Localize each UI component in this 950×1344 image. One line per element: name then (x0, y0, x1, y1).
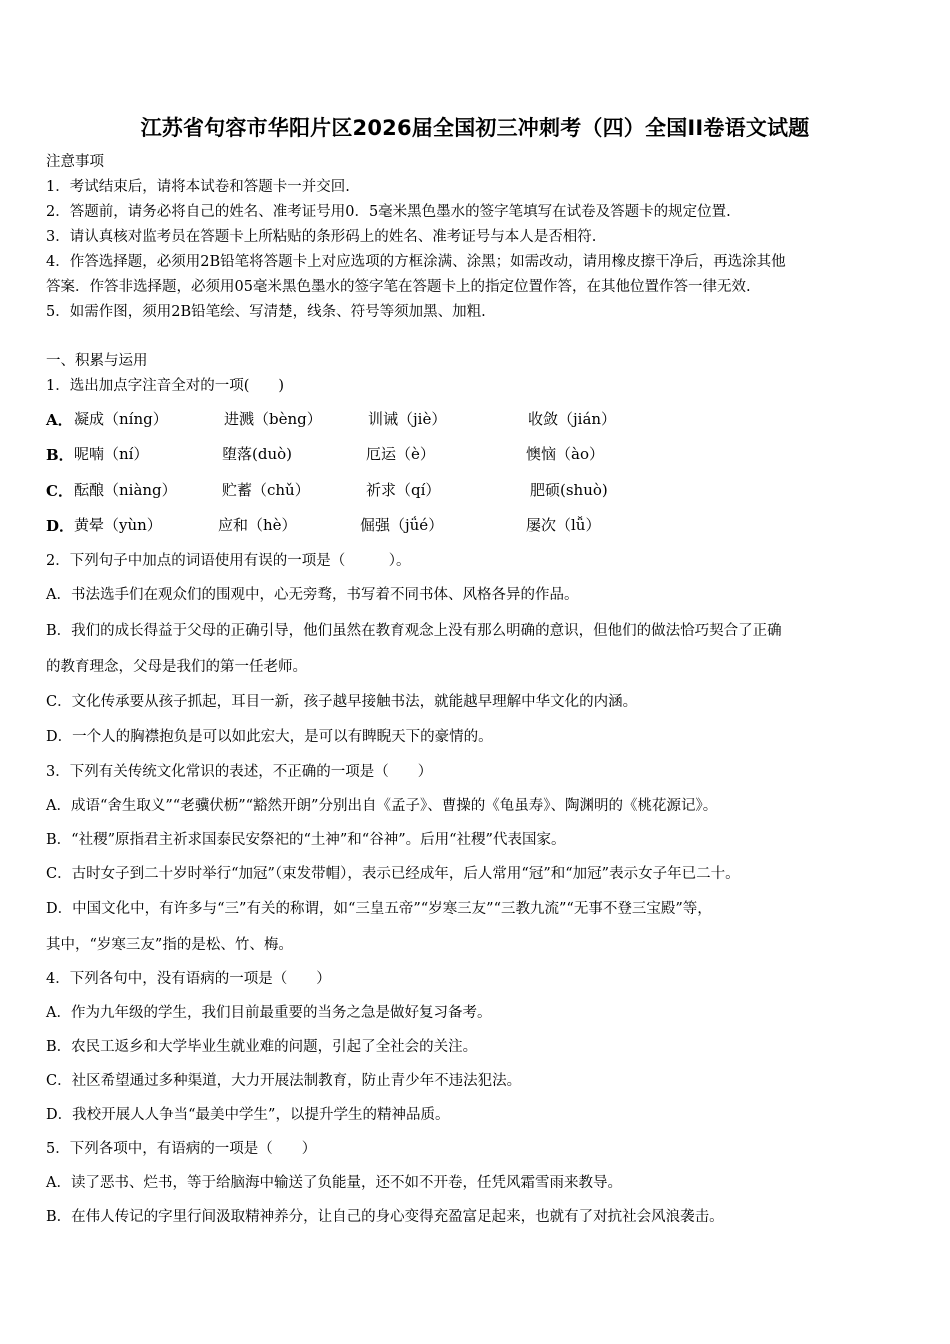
notice-item: 4．作答选择题，必须用2B铅笔将答题卡上对应选项的方框涂满、涂黑；如需改动，请用橡皮擦干净后，再选涂其他 (46, 254, 786, 270)
q2-option: C．文化传承要从孩子抓起，耳目一新，孩子越早接触书法，就能越早理解中华文化的内涵。 (46, 694, 638, 710)
q2-option: B．我们的成长得益于父母的正确引导，他们虽然在教育观念上没有那么明确的意识，但他们的做法恰巧契合了正确 (46, 623, 782, 639)
notice-item: 1．考试结束后，请将本试卷和答题卡一并交回. (46, 179, 350, 195)
q1-option-item: 进溅（bèng） (224, 410, 322, 428)
q1-option-item: 倔强（jǘé） (360, 516, 444, 534)
q1-option-item: 祈求（qí） (366, 481, 441, 499)
q1-option-item: 堕落(duò) (222, 445, 292, 463)
q1-option-label: A． (46, 411, 73, 429)
q4-option: B．农民工返乡和大学毕业生就业难的问题，引起了全社会的关注。 (46, 1039, 478, 1055)
question-5-stem: 5．下列各项中，有语病的一项是（ ） (46, 1141, 317, 1157)
notice-item: 2．答题前，请务必将自己的姓名、准考证号用0．5毫米黑色墨水的签字笔填写在试卷及答题卡的规定位置. (46, 204, 731, 220)
q1-option-item: 厄运（è） (366, 445, 435, 463)
page-title: 江苏省句容市华阳片区2026届全国初三冲刺考（四）全国II卷语文试题 (140, 116, 810, 140)
q1-option-item: 收敛（jián） (528, 410, 617, 428)
q4-option: A．作为九年级的学生，我们目前最重要的当务之急是做好复习备考。 (46, 1005, 492, 1021)
q3-option: B．“社稷”原指君主祈求国泰民安祭祀的“土神”和“谷神”。后用“社稷”代表国家。 (46, 832, 566, 848)
q1-option-item: 屡次（lǚ） (526, 516, 601, 534)
q1-option-item: 贮蓄（chǔ） (222, 481, 310, 499)
q1-option-item: 应和（hè） (218, 516, 297, 534)
q3-option: A．成语“舍生取义”“老骥伏枥”“豁然开朗”分别出自《孟子》、曹操的《龟虽寿》、陶渊明的《桃花源记》。 (46, 798, 718, 814)
question-2-stem: 2．下列句子中加点的词语使用有误的一项是（ ）。 (46, 553, 411, 569)
q4-option: D．我校开展人人争当“最美中学生”，以提升学生的精神品质。 (46, 1107, 450, 1123)
q1-option-item: 凝成（níng） (74, 410, 168, 428)
q2-option: A．书法选手们在观众们的围观中，心无旁骛，书写着不同书体、风格各异的作品。 (46, 587, 579, 603)
q1-option-label: D． (46, 517, 75, 535)
question-1-stem: 1．选出加点字注音全对的一项( ) (46, 378, 285, 394)
q4-option: C．社区希望通过多种渠道，大力开展法制教育，防止青少年不违法犯法。 (46, 1073, 522, 1089)
q2-option: D．一个人的胸襟抱负是可以如此宏大，是可以有睥睨天下的豪情的。 (46, 729, 493, 745)
q1-option-label: B． (46, 446, 74, 464)
q1-option-item: 训诫（jiè） (368, 410, 447, 428)
q3-option: C．古时女子到二十岁时举行“加冠”（束发带帽），表示已经成年，后人常用“冠”和“加冠”表示女子年已二十。 (46, 866, 740, 882)
q5-option: A．读了恶书、烂书，等于给脑海中输送了负能量，还不如不开卷，任凭风霜雪雨来教导。 (46, 1175, 622, 1191)
q5-option: B．在伟人传记的字里行间汲取精神养分，让自己的身心变得充盈富足起来，也就有了对抗社会风浪袭击。 (46, 1209, 724, 1225)
q1-option-label: C． (46, 482, 73, 500)
notice-item: 5．如需作图，须用2B铅笔绘、写清楚，线条、符号等须加黑、加粗. (46, 304, 486, 320)
q1-option-item: 懊恼（ào） (526, 445, 604, 463)
question-4-stem: 4．下列各句中，没有语病的一项是（ ） (46, 971, 331, 987)
notice-heading: 注意事项 (46, 154, 104, 170)
section-heading: 一、积累与运用 (46, 353, 148, 369)
notice-item: 答案．作答非选择题，必须用05毫米黑色墨水的签字笔在答题卡上的指定位置作答，在其他位置作答一律无效. (46, 279, 751, 295)
notice-item: 3．请认真核对监考员在答题卡上所粘贴的条形码上的姓名、准考证号与本人是否相符. (46, 229, 597, 245)
q2-option-continuation: 的教育理念，父母是我们的第一任老师。 (46, 659, 307, 675)
q1-option-item: 肥硕(shuò) (530, 481, 608, 499)
q1-option-item: 呢喃（ní） (74, 445, 149, 463)
q3-option: D．中国文化中，有许多与“三”有关的称谓，如“三皇五帝”“岁寒三友”“三教九流”“无事不登三宝殿”等， (46, 901, 712, 917)
question-3-stem: 3．下列有关传统文化常识的表述，不正确的一项是（ ） (46, 764, 433, 780)
q1-option-item: 酝酿（niàng） (74, 481, 177, 499)
q1-option-item: 黄晕（yùn） (74, 516, 162, 534)
q3-option-continuation: 其中，“岁寒三友”指的是松、竹、梅。 (46, 937, 293, 953)
